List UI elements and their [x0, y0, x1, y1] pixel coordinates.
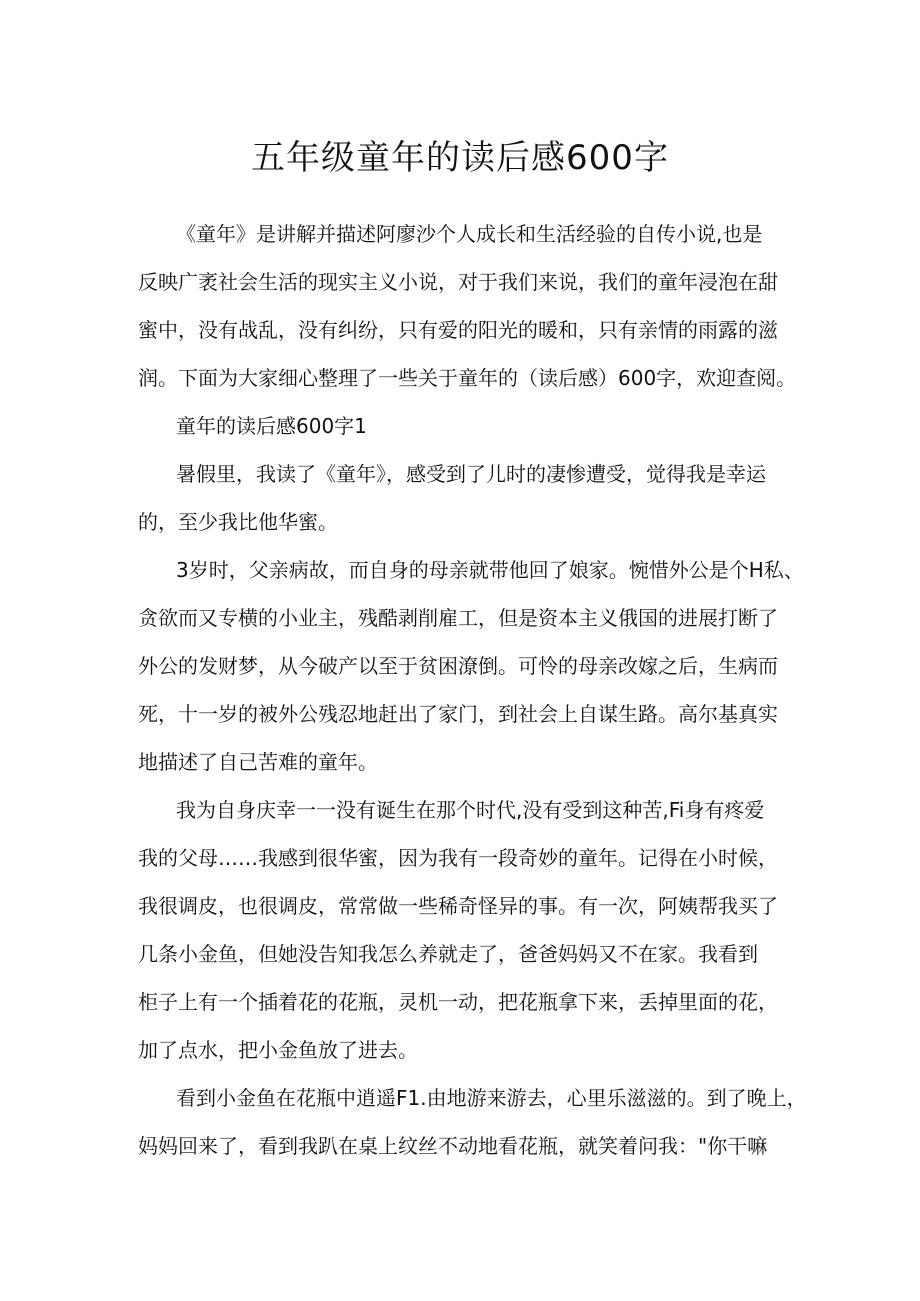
text-line: 我为自身庆幸一一没有诞生在那个时代,没有受到这种苦,Fi身有疼爱 — [176, 798, 765, 822]
text-line: 柜子上有一个插着花的花瓶，灵机一动，把花瓶拿下来，丢掉里面的花， — [138, 990, 778, 1014]
paragraph — [138, 450, 794, 546]
text-line: 几条小金鱼，但她没告知我怎么养就走了，爸爸妈妈又不在家。我看到 — [138, 942, 758, 966]
text-line: 3岁时，父亲病故，而自身的母亲就带他回了娘家。惋惜外公是个H私、 — [176, 558, 804, 582]
text-line: 童年的读后感600字1 — [176, 414, 367, 438]
text-line: 《童年》是讲解并描述阿廖沙个人成长和生活经验的自传小说,也是 — [176, 222, 763, 246]
text-line: 我很调皮，也很调皮，常常做一些稀奇怪异的事。有一次，阿姨帮我买了 — [138, 894, 778, 918]
text-line: 反映广袤社会生活的现实主义小说，对于我们来说，我们的童年浸泡在甜 — [138, 270, 778, 294]
text-line: 润。下面为大家细心整理了一些关于童年的（读后感）600字，欢迎查阅。 — [138, 366, 797, 390]
paragraph-intro — [138, 210, 797, 402]
document-body — [138, 210, 807, 1170]
text-line: 加了点水，把小金鱼放了进去。 — [138, 1038, 418, 1062]
text-line: 死，十一岁的被外公残忍地赶出了家门，到社会上自谋生路。高尔基真实 — [138, 702, 778, 726]
text-line: 我的父母……我感到很华蜜，因为我有一段奇妙的童年。记得在小时候， — [138, 846, 778, 870]
text-line: 外公的发财梦，从今破产以至于贫困潦倒。可怜的母亲改嫁之后，生病而 — [138, 654, 778, 678]
text-line: 贪欲而又专横的小业主，残酷剥削雇工，但是资本主义俄国的进展打断了 — [138, 606, 778, 630]
document-title: 五年级童年的读后感600字 — [251, 138, 669, 178]
paragraph — [138, 786, 794, 1074]
paragraph — [138, 546, 804, 786]
section-heading — [138, 402, 794, 450]
text-line: 地描述了自己苦难的童年。 — [138, 750, 378, 774]
text-line: 蜜中，没有战乱，没有纠纷，只有爱的阳光的暖和，只有亲情的雨露的滋 — [138, 318, 778, 342]
text-line: 看到小金鱼在花瓶中逍遥F1.由地游来游去，心里乐滋滋的。到了晚上， — [176, 1086, 807, 1110]
text-line: 的，至少我比他华蜜。 — [138, 510, 338, 534]
text-line: 妈妈回来了，看到我趴在桌上纹丝不动地看花瓶，就笑着问我："你干嘛 — [138, 1134, 768, 1158]
paragraph — [138, 1074, 807, 1170]
text-line: 暑假里，我读了《童年》，感受到了儿时的凄惨遭受，觉得我是幸运 — [176, 462, 766, 486]
